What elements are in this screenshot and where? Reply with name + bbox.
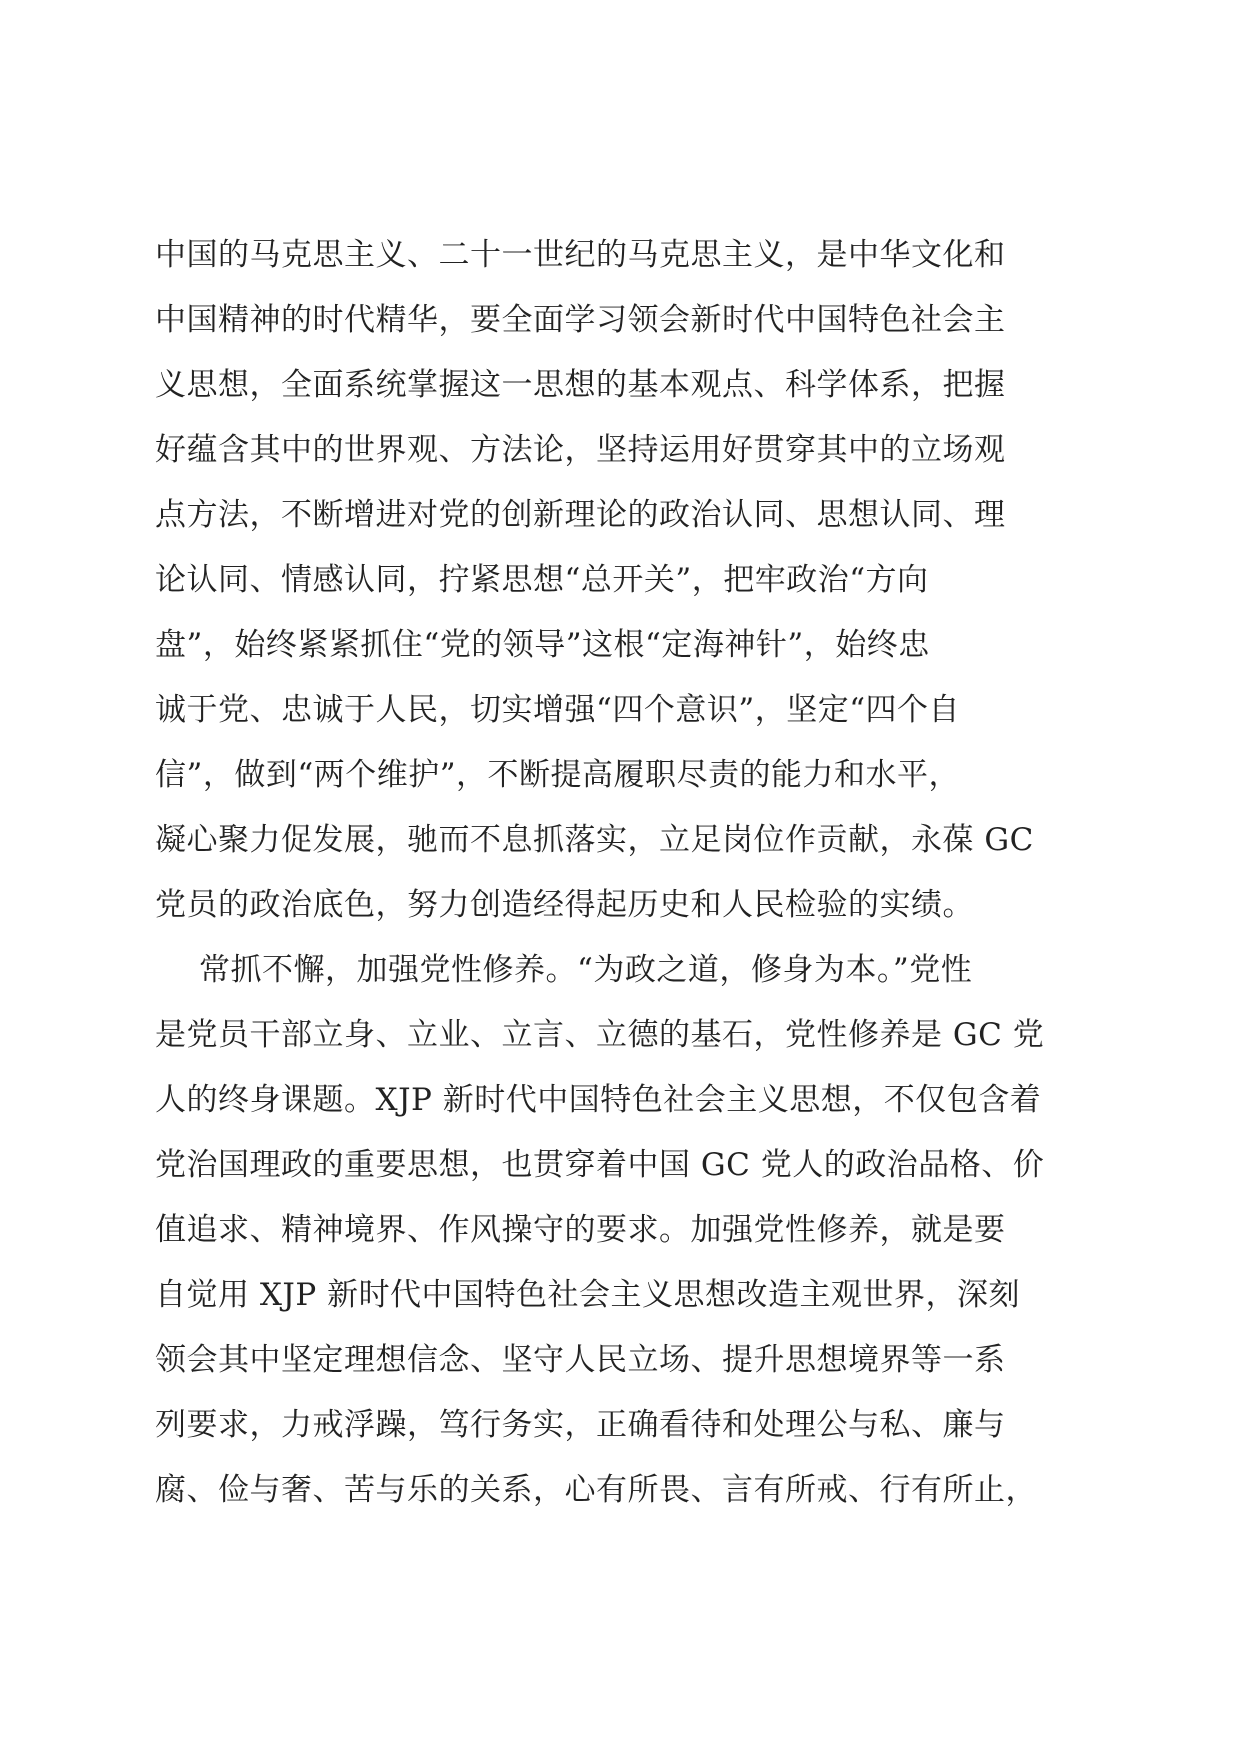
paragraph-continued: [155, 223, 1095, 938]
text-line: 点方法，不断增进对党的创新理论的政治认同、思想认同、理: [155, 497, 1006, 533]
text-line: 中国精神的时代精华，要全面学习领会新时代中国特色社会主: [155, 302, 1006, 338]
text-line: 党治国理政的重要思想，也贯穿着中国 GC 党人的政治品格、价: [155, 1147, 1045, 1183]
text-line-first-indented: 常抓不懈，加强党性修养。“为政之道，修身为本。”党性: [199, 952, 973, 988]
text-line: 党员的政治底色，努力创造经得起历史和人民检验的实绩。: [155, 887, 974, 923]
text-line: 论认同、情感认同，拧紧思想“总开关”，把牢政治“方向: [155, 562, 929, 598]
text-line: 信”，做到“两个维护”，不断提高履职尽责的能力和水平，: [155, 757, 961, 793]
document-body: [155, 223, 1095, 1523]
text-line: 凝心聚力促发展，驰而不息抓落实，立足岗位作贡献，永葆 GC: [155, 822, 1034, 858]
text-line: 自觉用 XJP 新时代中国特色社会主义思想改造主观世界，深刻: [155, 1277, 1021, 1313]
paragraph-party-spirit: [155, 938, 1095, 1523]
text-line: 领会其中坚定理想信念、坚守人民立场、提升思想境界等一系: [155, 1342, 1006, 1378]
text-line: 腐、俭与奢、苦与乐的关系，心有所畏、言有所戒、行有所止，: [155, 1472, 1037, 1508]
text-line: 列要求，力戒浮躁，笃行务实，正确看待和处理公与私、廉与: [155, 1407, 1006, 1443]
text-line: 诚于党、忠诚于人民，切实增强“四个意识”，坚定“四个自: [155, 692, 961, 728]
text-line: 是党员干部立身、立业、立言、立德的基石，党性修养是 GC 党: [155, 1017, 1045, 1053]
text-line: 值追求、精神境界、作风操守的要求。加强党性修养，就是要: [155, 1212, 1006, 1248]
text-line: 中国的马克思主义、二十一世纪的马克思主义，是中华文化和: [155, 237, 1006, 273]
text-line: 人的终身课题。XJP 新时代中国特色社会主义思想，不仅包含着: [155, 1082, 1042, 1118]
text-line: 好蕴含其中的世界观、方法论，坚持运用好贯穿其中的立场观: [155, 432, 1006, 468]
text-line: 盘”，始终紧紧抓住“党的领导”这根“定海神针”，始终忠: [155, 627, 930, 663]
text-line: 义思想，全面系统掌握这一思想的基本观点、科学体系，把握: [155, 367, 1006, 403]
